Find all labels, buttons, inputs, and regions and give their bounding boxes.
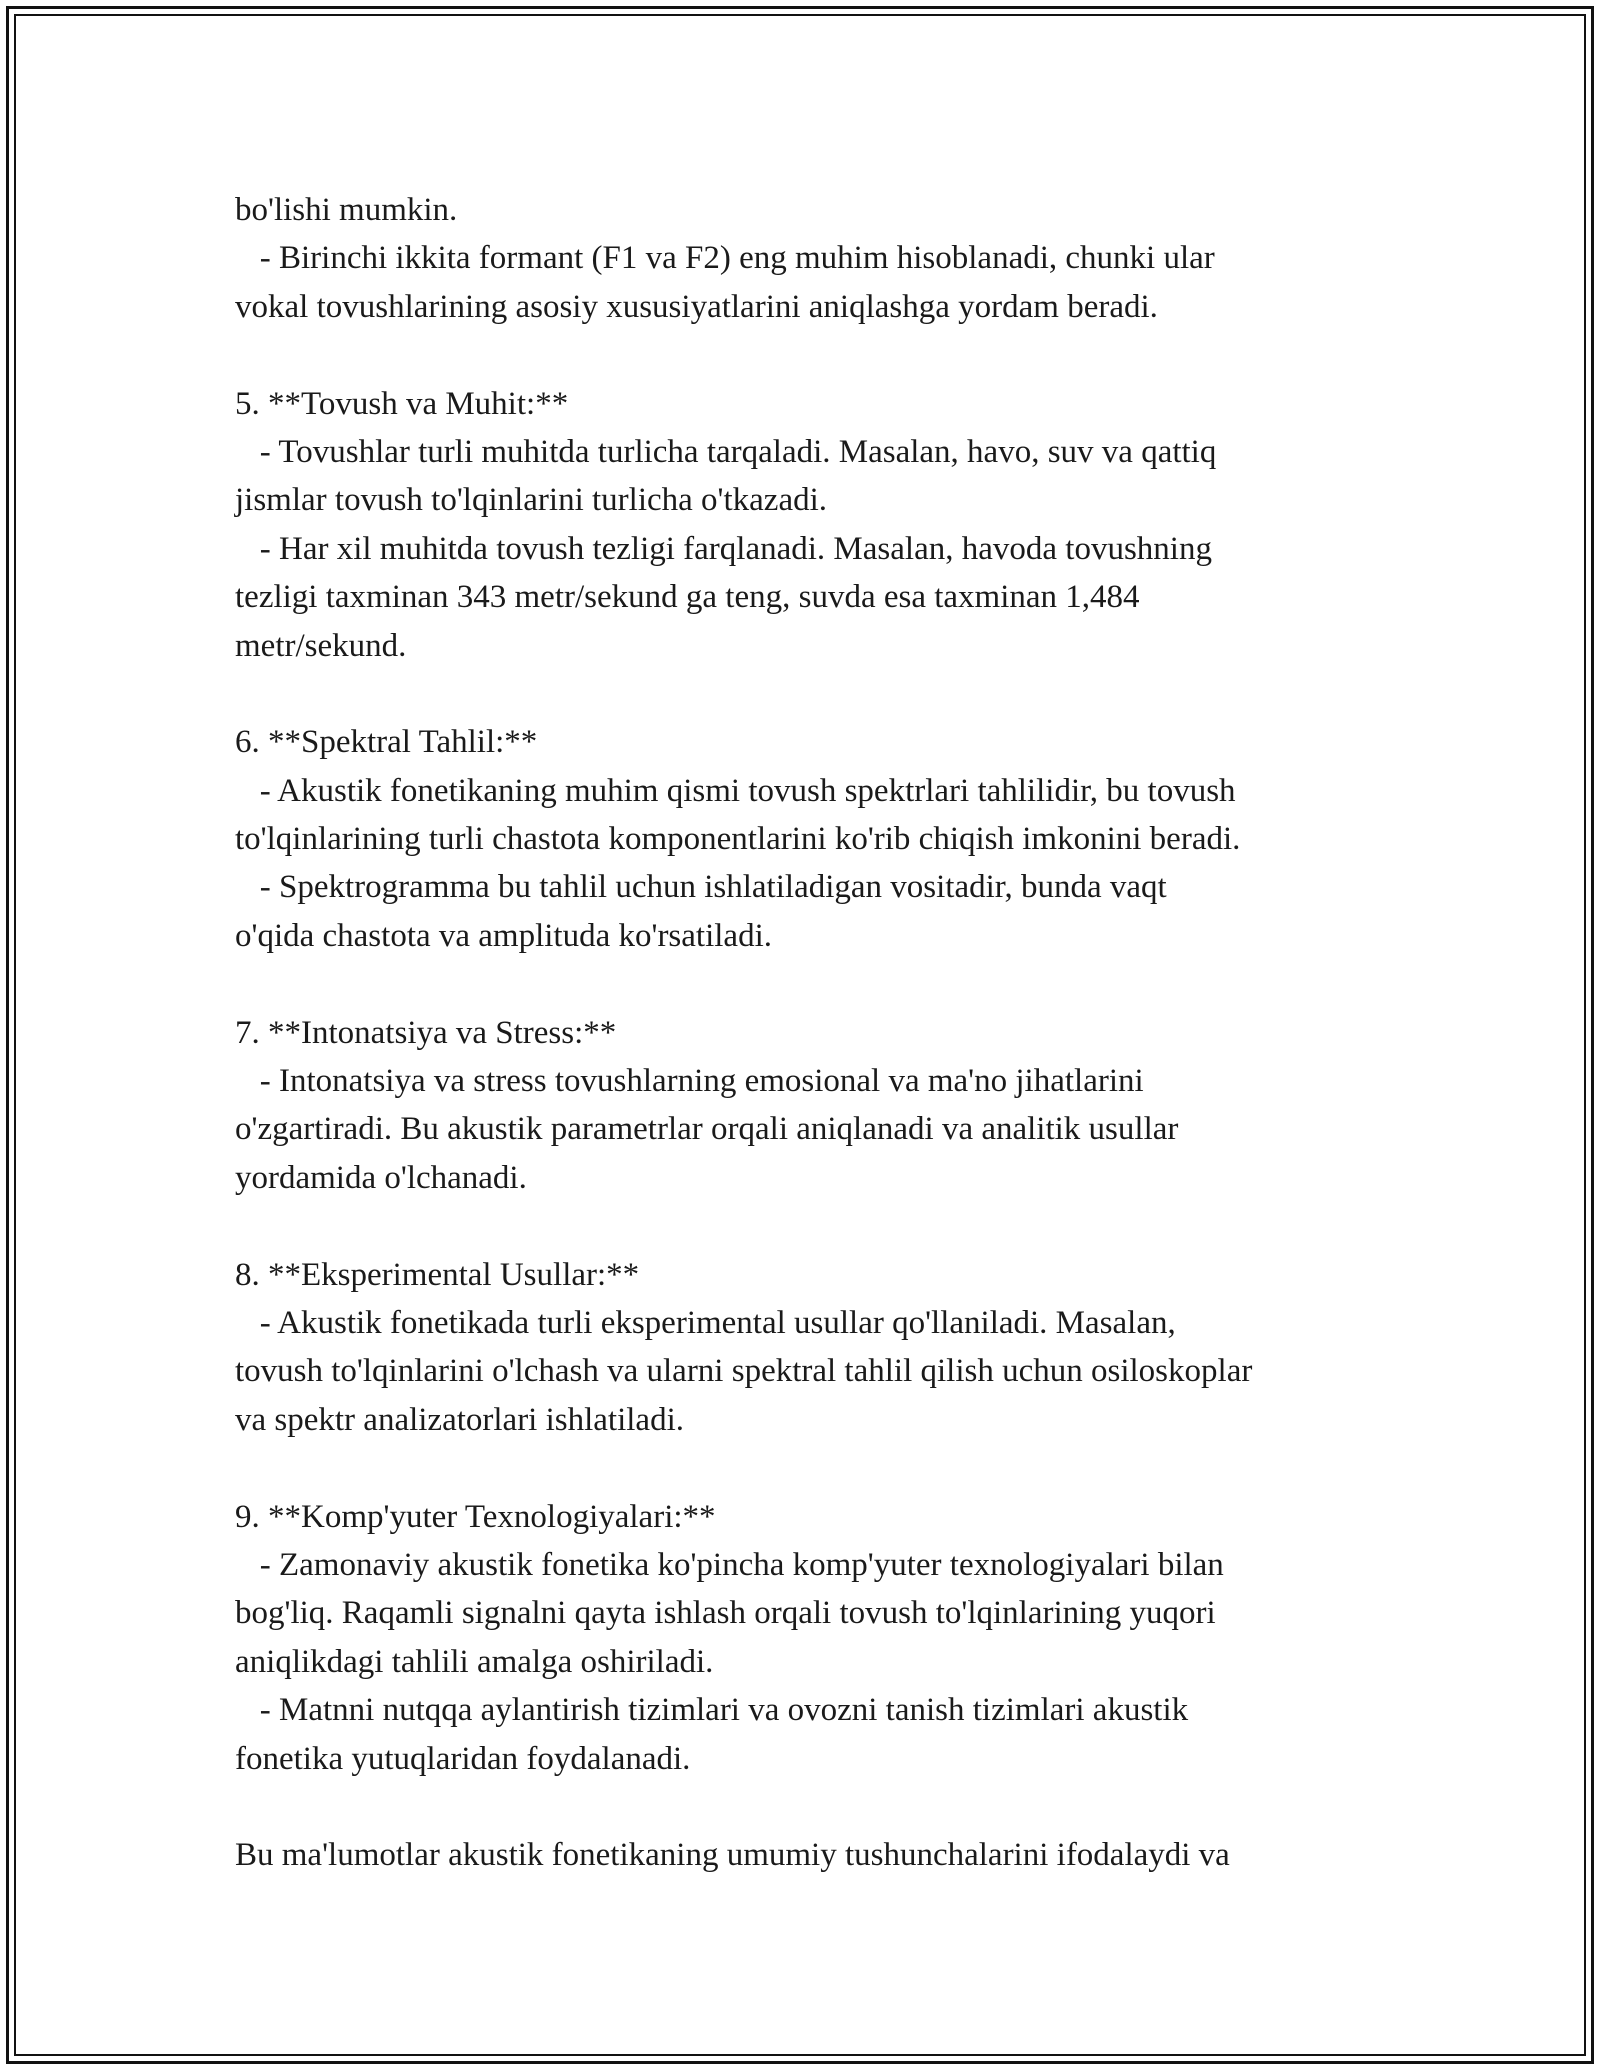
text-line: - Akustik fonetikaning muhim qismi tovush spektrlari tahlilidir, bu tovush — [235, 772, 1236, 809]
blank-line — [235, 1783, 1395, 1831]
text-line: aniqlikdagi tahlili amalga oshiriladi. — [235, 1643, 714, 1680]
text-line: jismlar tovush to'lqinlarini turlicha o'tkazadi. — [235, 482, 828, 519]
text-line: Bu ma'lumotlar akustik fonetikaning umumiy tushunchalarini ifodalaydi va — [235, 1837, 1230, 1874]
blank-line — [235, 1444, 1395, 1492]
text-line: 5. **Tovush va Muhit:** — [235, 385, 569, 422]
blank-line — [235, 960, 1395, 1008]
text-line: - Akustik fonetikada turli eksperimental usullar qo'llaniladi. Masalan, — [235, 1304, 1176, 1341]
text-line: - Birinchi ikkita formant (F1 va F2) eng muhim hisoblanadi, chunki ular — [235, 240, 1215, 277]
text-line: o'qida chastota va amplituda ko'rsatiladi. — [235, 917, 772, 954]
text-line: to'lqinlarining turli chastota komponentlarini ko'rib chiqish imkonini beradi. — [235, 821, 1241, 858]
text-line: va spektr analizatorlari ishlatiladi. — [235, 1401, 684, 1438]
text-line: yordamida o'lchanadi. — [235, 1159, 527, 1196]
text-line: fonetika yutuqlaridan foydalanadi. — [235, 1740, 691, 1777]
text-line: 9. **Komp'yuter Texnologiyalari:** — [235, 1498, 716, 1535]
text-line: - Tovushlar turli muhitda turlicha tarqaladi. Masalan, havo, suv va qattiq — [235, 433, 1217, 470]
text-line: - Matnni nutqqa aylantirish tizimlari va ovozni tanish tizimlari akustik — [235, 1692, 1189, 1729]
blank-line — [235, 1202, 1395, 1250]
document-body — [235, 186, 1395, 1880]
text-line: 7. **Intonatsiya va Stress:** — [235, 1014, 617, 1051]
blank-line — [235, 331, 1395, 379]
text-line: - Zamonaviy akustik fonetika ko'pincha komp'yuter texnologiyalari bilan — [235, 1546, 1224, 1583]
text-line: metr/sekund. — [235, 627, 407, 664]
text-line: vokal tovushlarining asosiy xususiyatlarini aniqlashga yordam beradi. — [235, 288, 1158, 325]
text-line: bog'liq. Raqamli signalni qayta ishlash orqali tovush to'lqinlarining yuqori — [235, 1595, 1216, 1632]
text-line: bo'lishi mumkin. — [235, 192, 458, 228]
text-line: - Intonatsiya va stress tovushlarning emosional va ma'no jihatlarini — [235, 1063, 1144, 1100]
text-line: tovush to'lqinlarini o'lchash va ularni spektral tahlil qilish uchun osiloskoplar — [235, 1353, 1253, 1390]
text-line: tezligi taxminan 343 metr/sekund ga teng, suvda esa taxminan 1,484 — [235, 579, 1140, 616]
text-line: o'zgartiradi. Bu akustik parametrlar orqali aniqlanadi va analitik usullar — [235, 1111, 1179, 1148]
text-line: - Har xil muhitda tovush tezligi farqlanadi. Masalan, havoda tovushning — [235, 530, 1212, 567]
text-line: 8. **Eksperimental Usullar:** — [235, 1256, 640, 1293]
text-line: 6. **Spektral Tahlil:** — [235, 724, 538, 761]
blank-line — [235, 670, 1395, 718]
text-line: - Spektrogramma bu tahlil uchun ishlatiladigan vositadir, bunda vaqt — [235, 869, 1167, 906]
